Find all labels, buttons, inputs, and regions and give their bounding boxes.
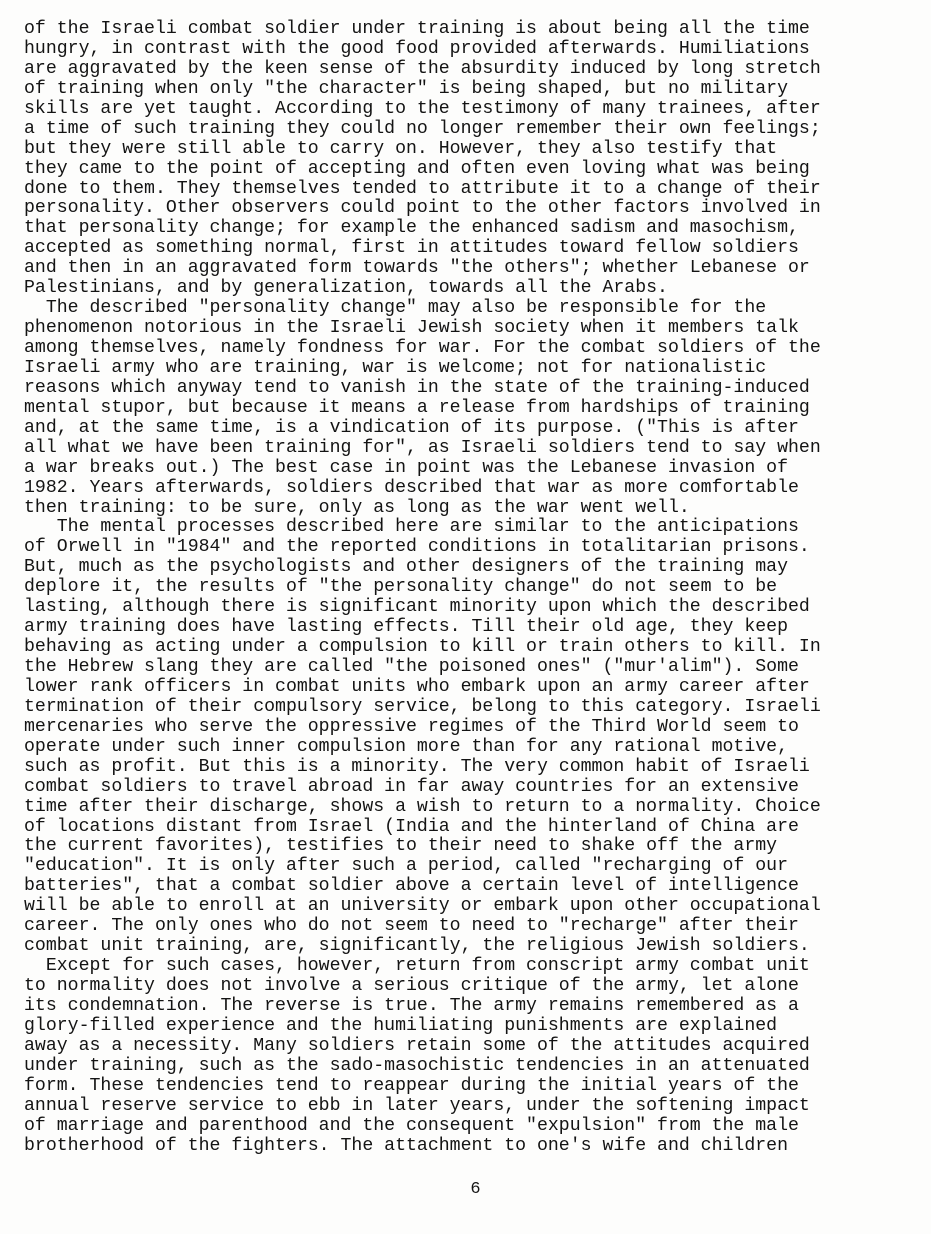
text-line: but they were still able to carry on. However, they also testify that [24, 138, 778, 159]
paragraph-start-line: The described "personality change" may also be responsible for the [24, 298, 767, 319]
text-line: army training does have lasting effects. Till their old age, they keep [24, 617, 788, 638]
text-line: phenomenon notorious in the Israeli Jewish society when it members talk [24, 318, 799, 339]
text-line: batteries", that a combat soldier above a certain level of intelligence [24, 876, 799, 897]
text-line: away as a necessity. Many soldiers retain some of the attitudes acquired [24, 1035, 810, 1056]
text-line: under training, such as the sado-masochistic tendencies in an attenuated [24, 1055, 810, 1076]
text-line: among themselves, namely fondness for war. For the combat soldiers of the [24, 338, 821, 358]
text-line: and, at the same time, is a vindication of its purpose. ("This is after [24, 417, 799, 438]
text-line: of the Israeli combat soldier under training is about being all the time [24, 19, 810, 39]
text-line: all what we have been training for", as Israeli soldiers tend to say when [24, 437, 821, 458]
text-line: But, much as the psychologists and other designers of the training may [24, 557, 788, 578]
text-line: annual reserve service to ebb in later years, under the softening impact [24, 1095, 810, 1116]
text-line: career. The only ones who do not seem to need to "recharge" after their [24, 916, 799, 937]
body-text [24, 20, 914, 1156]
text-line: its condemnation. The reverse is true. The army remains remembered as a [24, 995, 799, 1016]
text-line: are aggravated by the keen sense of the absurdity induced by long stretch [24, 58, 821, 79]
text-line: operate under such inner compulsion more than for any rational motive, [24, 736, 788, 757]
page-number: 6 [470, 1180, 481, 1199]
text-line: "education". It is only after such a period, called "recharging of our [24, 856, 788, 877]
text-line: deplore it, the results of "the personality change" do not seem to be [24, 577, 778, 598]
text-line: will be able to enroll at an university or embark upon other occupational [24, 896, 821, 917]
text-line: lower rank officers in combat units who embark upon an army career after [24, 676, 810, 697]
paragraph-start-line: The mental processes described here are similar to the anticipations [24, 517, 799, 538]
text-line: Israeli army who are training, war is welcome; not for nationalistic [24, 357, 767, 378]
text-line: 1982. Years afterwards, soldiers described that war as more comfortable [24, 477, 799, 498]
text-line: that personality change; for example the enhanced sadism and masochism, [24, 218, 799, 239]
text-line: behaving as acting under a compulsion to kill or train others to kill. In [24, 637, 821, 658]
text-line: of locations distant from Israel (India and the hinterland of China are [24, 816, 799, 837]
text-line: and then in an aggravated form towards "the others"; whether Lebanese or [24, 258, 810, 279]
text-line: of training when only "the character" is being shaped, but no military [24, 78, 788, 99]
text-line: of marriage and parenthood and the consequent "expulsion" from the male [24, 1115, 799, 1136]
text-line: to normality does not involve a serious critique of the army, let alone [24, 976, 799, 996]
text-line: Palestinians, and by generalization, towards all the Arabs. [24, 278, 668, 299]
text-line: termination of their compulsory service, belong to this category. Israeli [24, 696, 821, 717]
text-line: the Hebrew slang they are called "the poisoned ones" ("mur'alim"). Some [24, 657, 799, 677]
paragraph-start-line: Except for such cases, however, return from conscript army combat unit [24, 956, 810, 977]
text-line: they came to the point of accepting and often even loving what was being [24, 158, 810, 179]
text-line: hungry, in contrast with the good food provided afterwards. Humiliations [24, 38, 810, 59]
text-line: mental stupor, but because it means a release from hardships of training [24, 397, 810, 418]
text-line: glory-filled experience and the humiliating punishments are explained [24, 1015, 778, 1036]
text-line: combat soldiers to travel abroad in far away countries for an extensive [24, 776, 799, 797]
text-line: a time of such training they could no longer remember their own feelings; [24, 118, 821, 139]
text-line: lasting, although there is significant minority upon which the described [24, 597, 810, 618]
text-line: then training: to be sure, only as long as the war went well. [24, 497, 690, 518]
text-line: a war breaks out.) The best case in point was the Lebanese invasion of [24, 457, 788, 478]
text-line: the current favorites), testifies to their need to shake off the army [24, 836, 778, 857]
text-line: accepted as something normal, first in attitudes toward fellow soldiers [24, 238, 799, 259]
text-line: skills are yet taught. According to the testimony of many trainees, after [24, 98, 821, 119]
text-line: personality. Other observers could point to the other factors involved in [24, 198, 821, 219]
text-line: such as profit. But this is a minority. The very common habit of Israeli [24, 756, 810, 777]
text-line: brotherhood of the fighters. The attachment to one's wife and children [24, 1135, 788, 1156]
text-line: of Orwell in "1984" and the reported conditions in totalitarian prisons. [24, 537, 810, 558]
text-line: reasons which anyway tend to vanish in the state of the training-induced [24, 377, 810, 398]
text-line: form. These tendencies tend to reappear during the initial years of the [24, 1075, 799, 1096]
text-line: time after their discharge, shows a wish to return to a normality. Choice [24, 796, 821, 817]
text-line: done to them. They themselves tended to attribute it to a change of their [24, 178, 821, 199]
text-line: mercenaries who serve the oppressive regimes of the Third World seem to [24, 716, 799, 737]
text-line: combat unit training, are, significantly, the religious Jewish soldiers. [24, 936, 810, 957]
